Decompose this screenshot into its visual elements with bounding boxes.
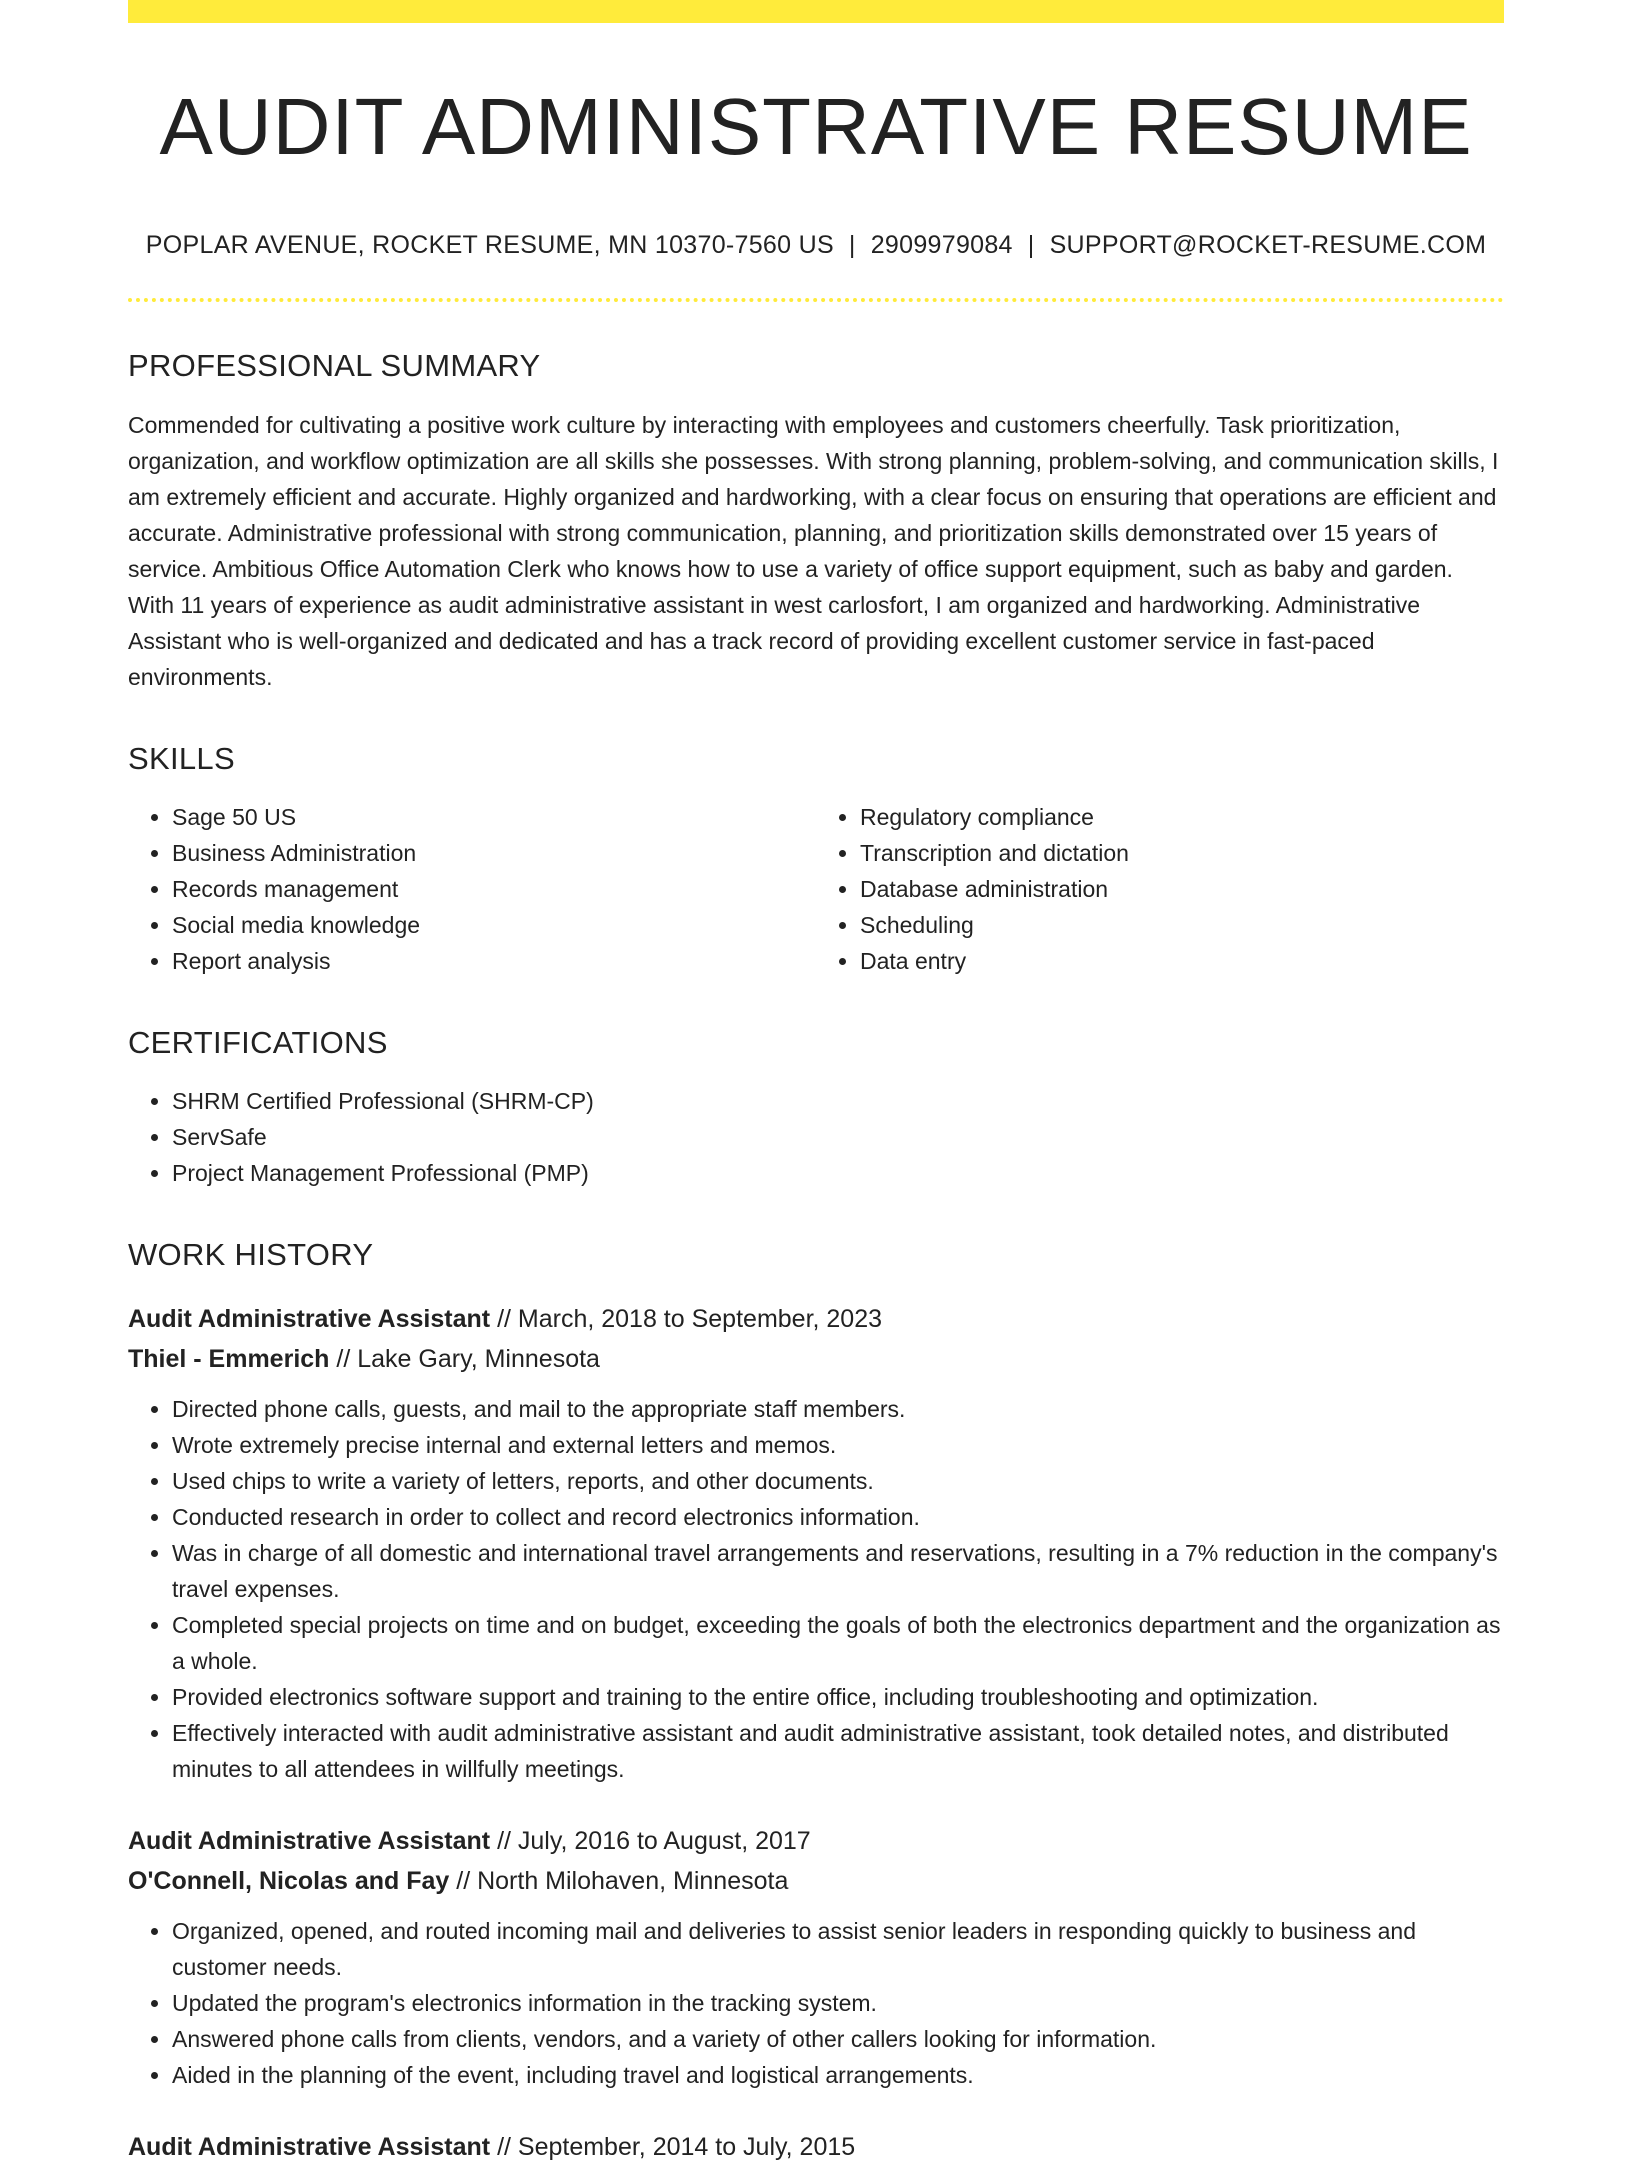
skill-item: • Report analysis: [172, 943, 816, 979]
contact-separator: |: [1027, 231, 1035, 259]
skill-item: • Business Administration: [172, 835, 816, 871]
contact-phone: 2909979084: [870, 231, 1013, 259]
job-dates: // September, 2014 to July, 2015: [497, 2133, 856, 2161]
job-title-line: [128, 1299, 1504, 1339]
job-duty-item: • Aided in the planning of the event, including travel and logistical arrangements.: [172, 2057, 1504, 2093]
skill-item: • Records management: [172, 871, 816, 907]
skill-item: • Regulatory compliance: [860, 799, 1504, 835]
job-duty-item: • Updated the program's electronics information in the tracking system.: [172, 1985, 1504, 2021]
job-duty-item: • Answered phone calls from clients, vendors, and a variety of other callers looking for information.: [172, 2021, 1504, 2057]
skills-right-list: [816, 799, 1504, 979]
job-duty-item: • Conducted research in order to collect and record electronics information.: [172, 1499, 1504, 1535]
certification-item: • SHRM Certified Professional (SHRM-CP): [172, 1083, 1504, 1119]
contact-email: SUPPORT@ROCKET-RESUME.COM: [1049, 231, 1487, 259]
certifications-heading: CERTIFICATIONS: [128, 1025, 388, 1060]
certifications-list: [128, 1083, 1504, 1191]
job-title-line: [128, 1821, 1504, 1861]
skill-item: • Database administration: [860, 871, 1504, 907]
accent-top-bar: [128, 0, 1504, 23]
contact-line: [128, 231, 1504, 260]
summary-heading: PROFESSIONAL SUMMARY: [128, 348, 541, 383]
resume-title: AUDIT ADMINISTRATIVE RESUME: [159, 82, 1473, 171]
job-title: Audit Administrative Assistant: [128, 1305, 491, 1333]
job-duty-item: • Directed phone calls, guests, and mail to the appropriate staff members.: [172, 1391, 1504, 1427]
job-dates: // March, 2018 to September, 2023: [497, 1305, 883, 1333]
job-title-line: [128, 2127, 1504, 2167]
job-dates: // July, 2016 to August, 2017: [497, 1827, 811, 1855]
job-entry: [128, 1821, 1504, 2093]
header-divider: [128, 298, 1504, 302]
job-duty-item: • Effectively interacted with audit administrative assistant and audit administrative assistant, took detailed notes, and distributed minutes to all attendees in willfully meetings.: [172, 1715, 1504, 1787]
job-entry: [128, 1299, 1504, 1787]
skill-item: • Sage 50 US: [172, 799, 816, 835]
job-company-line: [128, 1861, 1504, 1901]
job-duties-list: [128, 1913, 1504, 2093]
job-title: Audit Administrative Assistant: [128, 2133, 491, 2161]
skill-item: • Data entry: [860, 943, 1504, 979]
resume-content: [128, 23, 1504, 2167]
job-location: // Lake Gary, Minnesota: [336, 1345, 600, 1373]
skill-item: • Transcription and dictation: [860, 835, 1504, 871]
job-duty-item: • Wrote extremely precise internal and external letters and memos.: [172, 1427, 1504, 1463]
summary-text: Commended for cultivating a positive work culture by interacting with employees and customers cheerfully. Task prioritization, organization, and workflow optimization are all skills she possesses. With strong planning, problem-solving, and communication skills, I am extremely efficient and accurate. Highly organized and hardworking, with a clear focus on ensuring that operations are efficient and accurate. Administrative professional with strong communication, planning, and prioritization skills demonstrated over 15 years of service. Ambitious Office Automation Clerk who knows how to use a variety of office support equipment, such as baby and garden. With 11 years of experience as audit administrative assistant in west carlosfort, I am organized and hardworking. Administrative Assistant who is well-organized and dedicated and has a track record of providing excellent customer service in fast-paced environments.: [128, 412, 1499, 690]
job-duty-item: • Used chips to write a variety of letters, reports, and other documents.: [172, 1463, 1504, 1499]
skills-heading: SKILLS: [128, 741, 235, 776]
job-title: Audit Administrative Assistant: [128, 1827, 491, 1855]
job-company: O'Connell, Nicolas and Fay: [128, 1867, 450, 1895]
job-company-line: [128, 1339, 1504, 1379]
certification-item: • Project Management Professional (PMP): [172, 1155, 1504, 1191]
job-duty-item: • Completed special projects on time and on budget, exceeding the goals of both the electronics department and the organization as a whole.: [172, 1607, 1504, 1679]
skill-item: • Scheduling: [860, 907, 1504, 943]
contact-address: POPLAR AVENUE, ROCKET RESUME, MN 10370-7560 US: [145, 231, 834, 259]
skills-left-list: [128, 799, 816, 979]
job-location: // North Milohaven, Minnesota: [456, 1867, 789, 1895]
certification-item: • ServSafe: [172, 1119, 1504, 1155]
contact-separator: |: [848, 231, 856, 259]
skill-item: • Social media knowledge: [172, 907, 816, 943]
job-entry: [128, 2127, 1504, 2167]
skills-columns: [128, 799, 1504, 979]
job-duty-item: • Organized, opened, and routed incoming mail and deliveries to assist senior leaders in responding quickly to business and customer needs.: [172, 1913, 1504, 1985]
job-company: Thiel - Emmerich: [128, 1345, 330, 1373]
job-duty-item: • Was in charge of all domestic and international travel arrangements and reservations, resulting in a 7% reduction in the company's travel expenses.: [172, 1535, 1504, 1607]
job-duties-list: [128, 1391, 1504, 1787]
work-history-heading: WORK HISTORY: [128, 1237, 374, 1272]
job-duty-item: • Provided electronics software support and training to the entire office, including troubleshooting and optimization.: [172, 1679, 1504, 1715]
